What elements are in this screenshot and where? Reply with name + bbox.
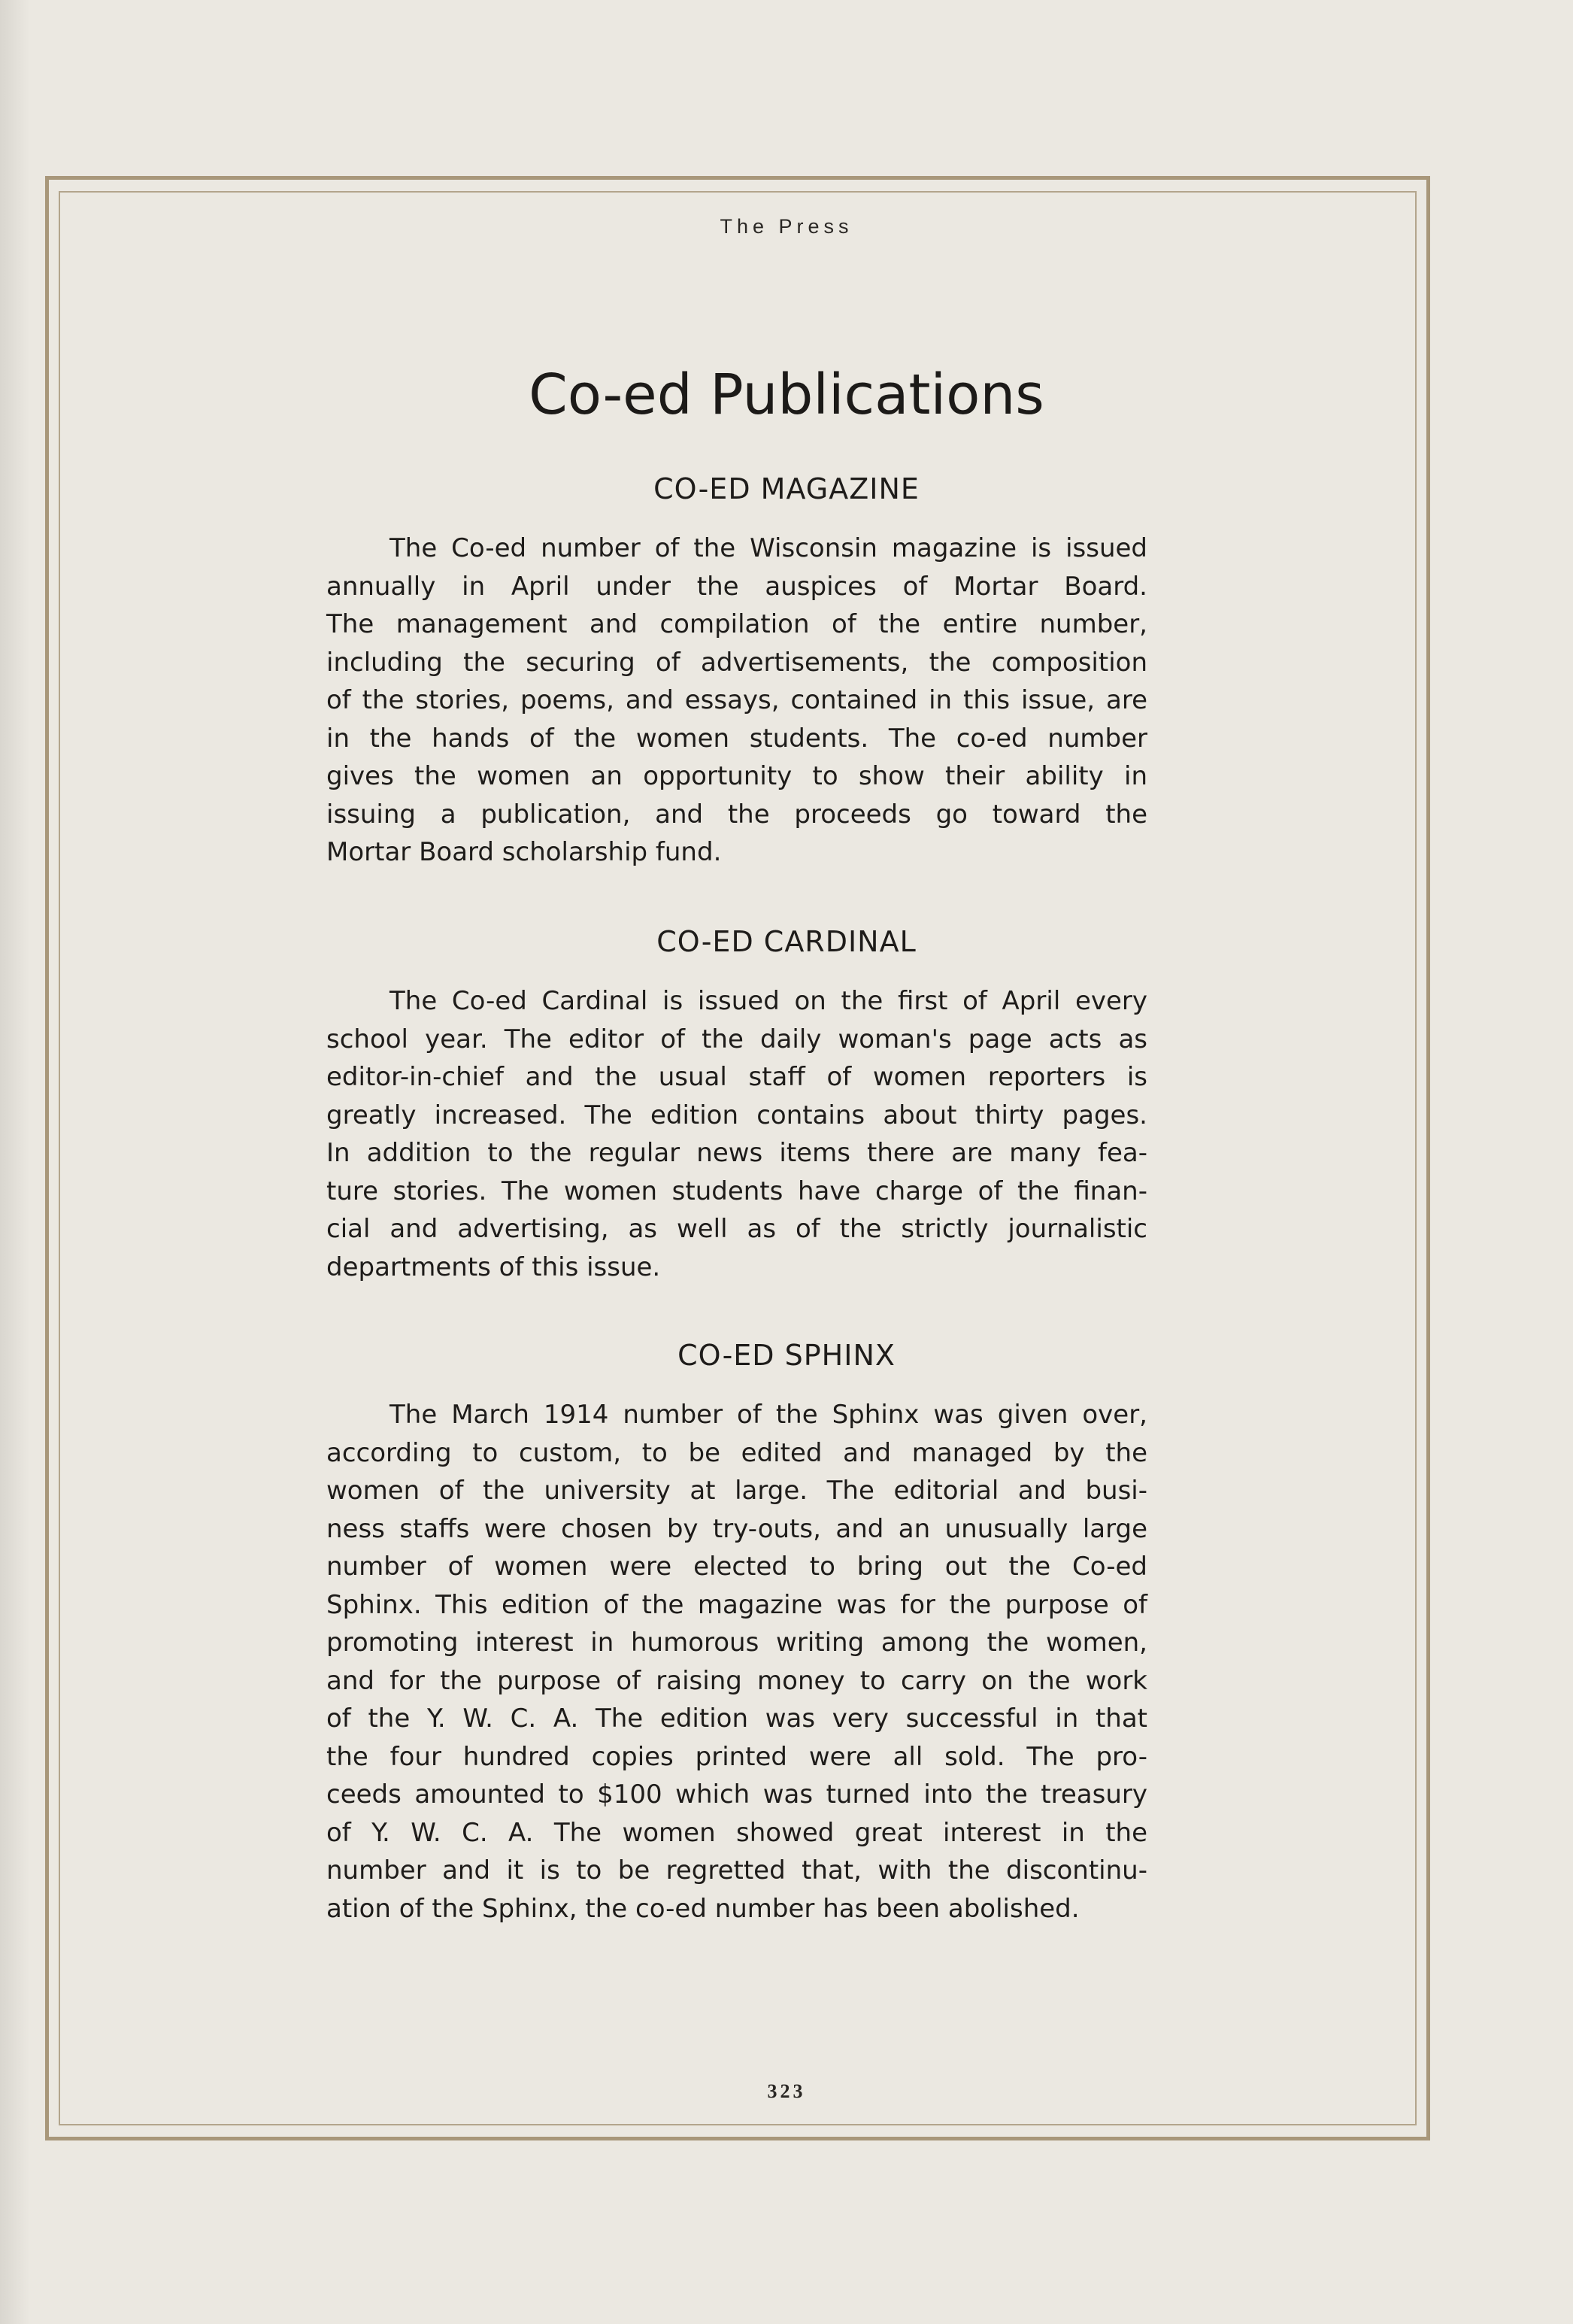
paragraph-line: Mortar Board scholarship fund. [326, 837, 722, 867]
paragraph-line: in the hands of the women students. The co-ed number [326, 723, 1147, 754]
section-heading-coed-magazine: CO-ED MAGAZINE [653, 472, 920, 505]
paragraph-line: The Co-ed number of the Wisconsin magazine is issued [389, 533, 1147, 563]
paragraph-line: the four hundred copies printed were all sold. The pro- [326, 1741, 1147, 1772]
paragraph-line: of the Y. W. C. A. The edition was very successful in that [326, 1704, 1147, 1734]
paragraph-line: school year. The editor of the daily woman's page acts as [326, 1024, 1147, 1054]
paragraph-line: The Co-ed Cardinal is issued on the first of April every [389, 986, 1147, 1016]
page-edge-shadow [0, 0, 30, 2324]
running-head: The Press [720, 215, 853, 238]
paragraph-line: ation of the Sphinx, the co-ed number has been abolished. [326, 1893, 1080, 1924]
paragraph-line: ture stories. The women students have charge of the finan- [326, 1176, 1147, 1206]
paragraph-line: of Y. W. C. A. The women showed great interest in the [326, 1817, 1147, 1848]
section-body-coed-sphinx [326, 1396, 1147, 1928]
paragraph-line: and for the purpose of raising money to carry on the work [326, 1665, 1147, 1696]
paragraph-line: including the securing of advertisements, the composition [326, 647, 1147, 678]
section-heading-coed-sphinx: CO-ED SPHINX [677, 1339, 896, 1372]
section-body-coed-magazine [326, 529, 1147, 872]
page-number: 323 [767, 2080, 806, 2102]
paragraph-line: Sphinx. This edition of the magazine was for the purpose of [326, 1589, 1147, 1620]
paragraph-line: ceeds amounted to $100 which was turned into the treasury [326, 1779, 1147, 1810]
paragraph-line: In addition to the regular news items there are many fea- [326, 1138, 1147, 1168]
paragraph-line: of the stories, poems, and essays, contained in this issue, are [326, 685, 1147, 715]
paragraph-line: greatly increased. The edition contains about thirty pages. [326, 1100, 1147, 1130]
section-heading-coed-cardinal: CO-ED CARDINAL [656, 925, 917, 958]
paragraph-line: editor-in-chief and the usual staff of women reporters is [326, 1062, 1147, 1092]
paragraph-line: women of the university at large. The editorial and busi- [326, 1476, 1147, 1506]
paragraph-line: annually in April under the auspices of Mortar Board. [326, 571, 1147, 602]
paragraph-line: issuing a publication, and the proceeds go toward the [326, 799, 1147, 830]
paragraph-line: The March 1914 number of the Sphinx was given over, [389, 1400, 1147, 1430]
paragraph-line: number of women were elected to bring out the Co-ed [326, 1552, 1147, 1582]
paragraph-line: departments of this issue. [326, 1252, 661, 1282]
paragraph-line: number and it is to be regretted that, with the discontinu- [326, 1855, 1147, 1886]
paragraph-line: ness staffs were chosen by try-outs, and an unusually large [326, 1513, 1147, 1544]
paragraph-line: gives the women an opportunity to show their ability in [326, 761, 1147, 791]
paragraph-line: cial and advertising, as well as of the strictly journalistic [326, 1214, 1147, 1244]
paragraph-line: The management and compilation of the entire number, [326, 609, 1147, 639]
paragraph-line: according to custom, to be edited and managed by the [326, 1437, 1147, 1468]
page-title: Co-ed Publications [529, 363, 1044, 427]
section-body-coed-cardinal [326, 982, 1147, 1286]
paragraph-line: promoting interest in humorous writing among the women, [326, 1628, 1147, 1658]
